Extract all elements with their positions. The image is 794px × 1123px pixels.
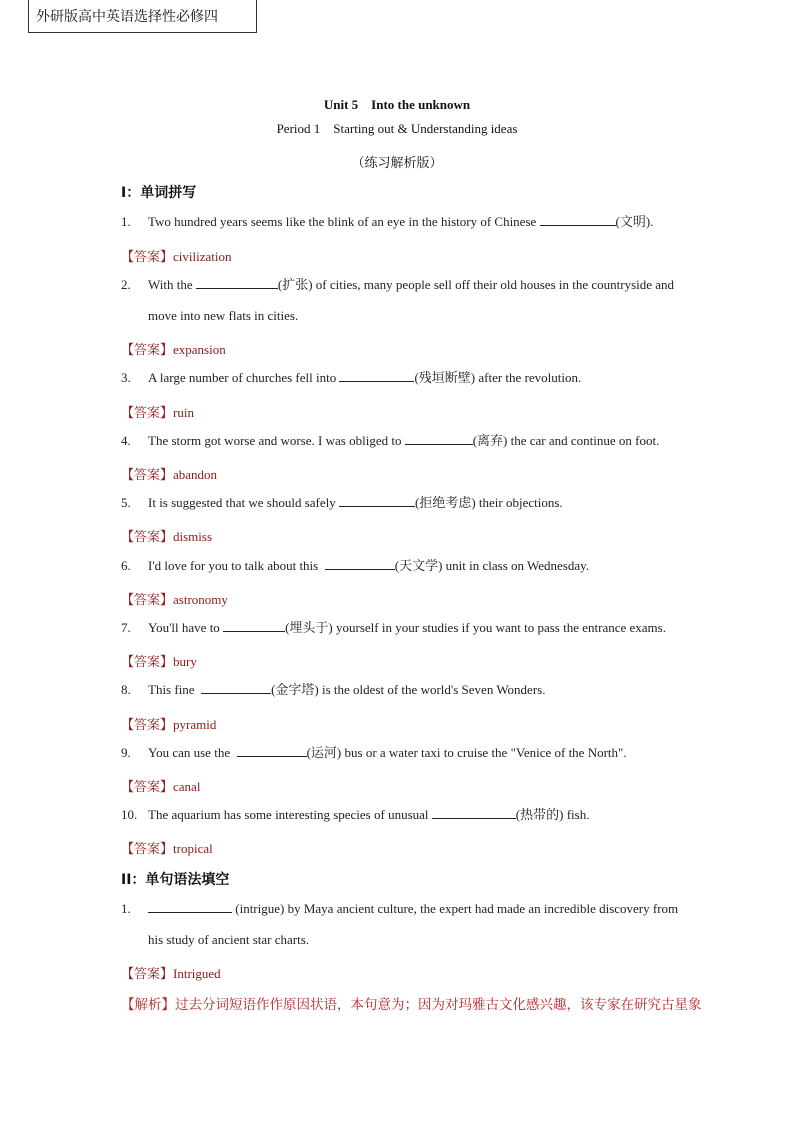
answer-blank[interactable]: [339, 369, 414, 382]
question-7: 7. You'll have to (埋头于) yourself in your studies if you want to pass the entrance exams.: [121, 620, 666, 635]
answer-1: 【答案】civilization: [121, 249, 232, 265]
question-1: 1. Two hundred years seems like the blink of an eye in the history of Chinese (文明).: [121, 214, 654, 229]
answer-blank[interactable]: [201, 681, 271, 694]
answer-9: 【答案】canal: [121, 779, 201, 795]
answer-blank[interactable]: [223, 619, 285, 632]
grammar-answer-1: 【答案】Intrigued: [121, 966, 221, 982]
book-label-box: [28, 0, 257, 33]
question-4: 4. The storm got worse and worse. I was obliged to (离弃) the car and continue on foot.: [121, 433, 660, 448]
question-6: 6. I'd love for you to talk about this (天文学) unit in class on Wednesday.: [121, 558, 590, 573]
question-10: 10. The aquarium has some interesting species of unusual (热带的) fish.: [121, 807, 590, 822]
question-3: 3. A large number of churches fell into (残垣断壁) after the revolution.: [121, 370, 582, 385]
answer-blank[interactable]: [405, 432, 473, 445]
answer-blank[interactable]: [432, 806, 516, 819]
version-label: （练习解析版）: [351, 156, 443, 171]
unit-title: Unit 5 Into the unknown: [323, 97, 471, 112]
grammar-explanation-1: 【解析】过去分词短语作作原因状语，本句意为；因为对玛雅古文化感兴趣，该专家在研究古星象: [121, 997, 702, 1013]
question-8: 8. This fine (金字塔) is the oldest of the world's Seven Wonders.: [121, 682, 546, 697]
section-heading-grammar: II：单句语法填空: [121, 872, 230, 888]
answer-10: 【答案】tropical: [121, 841, 213, 857]
period-title: Period 1 Starting out & Understanding ideas: [276, 121, 518, 136]
question-2: 2. With the (扩张) of cities, many people sell off their old houses in the countryside and move into new flats in cities.: [121, 277, 675, 323]
answer-blank[interactable]: [325, 557, 395, 570]
section-heading-spelling: I：单词拼写: [121, 185, 197, 201]
question-9: 9. You can use the (运河) bus or a water taxi to cruise the "Venice of the North".: [121, 745, 627, 760]
answer-blank[interactable]: [196, 276, 278, 289]
book-label: 外研版高中英语选择性必修四: [36, 9, 218, 25]
answer-3: 【答案】ruin: [121, 405, 194, 421]
answer-blank[interactable]: [237, 744, 307, 757]
answer-blank[interactable]: [339, 494, 415, 507]
answer-6: 【答案】astronomy: [121, 592, 228, 608]
answer-5: 【答案】dismiss: [121, 529, 213, 545]
answer-blank[interactable]: [148, 900, 232, 913]
answer-4: 【答案】abandon: [121, 467, 218, 483]
answer-7: 【答案】bury: [121, 654, 197, 670]
answer-2: 【答案】expansion: [121, 342, 226, 358]
grammar-question-1: 1. (intrigue) by Maya ancient culture, the expert had made an incredible discovery from his study of ancient star charts.: [121, 901, 679, 947]
question-5: 5. It is suggested that we should safely (拒绝考虑) their objections.: [121, 495, 563, 510]
answer-8: 【答案】pyramid: [121, 717, 217, 733]
answer-blank[interactable]: [540, 213, 616, 226]
